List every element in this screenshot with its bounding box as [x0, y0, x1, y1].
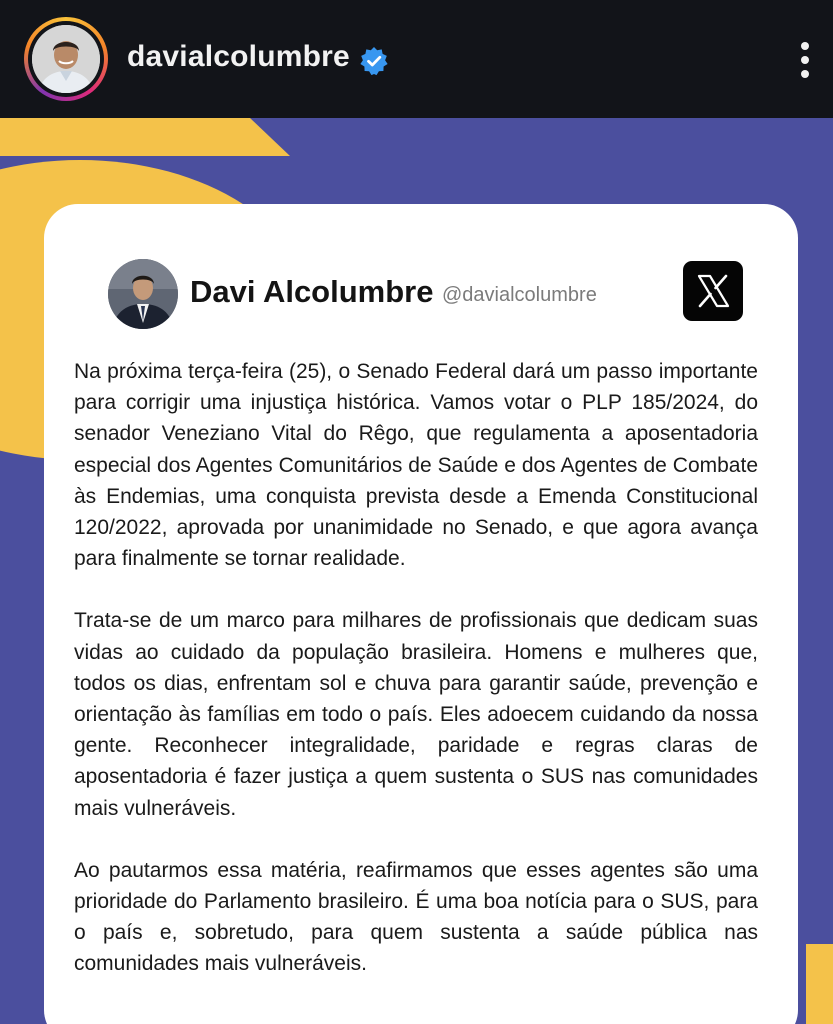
profile-avatar[interactable]: [24, 17, 108, 101]
tweet-body: [74, 356, 758, 1011]
x-logo-icon: [683, 261, 743, 321]
username[interactable]: davialcolumbre: [127, 40, 350, 73]
avatar-photo: [32, 25, 100, 93]
tweet-paragraph: Na próxima terça-feira (25), o Senado Federal dará um passo importante para corrigir uma injustiça histórica. Vamos votar o PLP 185/2024, do senador Veneziano Vital do Rêgo, que regulamenta a aposentadoria especial dos Agentes Comunitários de Saúde e dos Agentes de Combate às Endemias, uma conquista prevista desde a Emenda Constitucional 120/2022, aprovada por unanimidade no Senado, e que agora avança para finalmente se tornar realidade.: [74, 360, 758, 571]
post-image[interactable]: [0, 118, 833, 1024]
tweet-card: [44, 204, 798, 1024]
verified-badge-icon: [359, 46, 389, 76]
post-header: [0, 0, 833, 118]
avatar-ring-gap: [28, 21, 104, 97]
tweet-author-handle: @davialcolumbre: [442, 284, 597, 306]
tweet-author-avatar: [108, 259, 178, 329]
yellow-corner-shape: [806, 944, 833, 1024]
x-mark-icon: [683, 261, 743, 321]
more-vertical-icon[interactable]: [792, 38, 818, 82]
tweet-paragraph: Trata-se de um marco para milhares de profissionais que dedicam suas vidas ao cuidado da população brasileira. Homens e mulheres que, todos os dias, enfrentam sol e chuva para garantir saúde, prevenção e orientação às famílias em todo o país. Eles adoecem cuidando da nossa gente. Reconhecer integralidade, paridade e regras claras de aposentadoria é fazer justiça a quem sustenta o SUS nas comunidades mais vulneráveis.: [74, 609, 758, 820]
tweet-author-name: Davi Alcolumbre: [190, 274, 434, 309]
avatar-portrait-icon: [32, 25, 100, 93]
tweet-paragraph: Ao pautarmos essa matéria, reafirmamos que esses agentes são uma prioridade do Parlamento brasileiro. É uma boa notícia para o SUS, para o país e, sobretudo, para quem sustenta a saúde pública nas comunidades mais vulneráveis.: [74, 858, 758, 976]
yellow-band-shape: [0, 118, 833, 158]
author-portrait-icon: [108, 259, 178, 329]
